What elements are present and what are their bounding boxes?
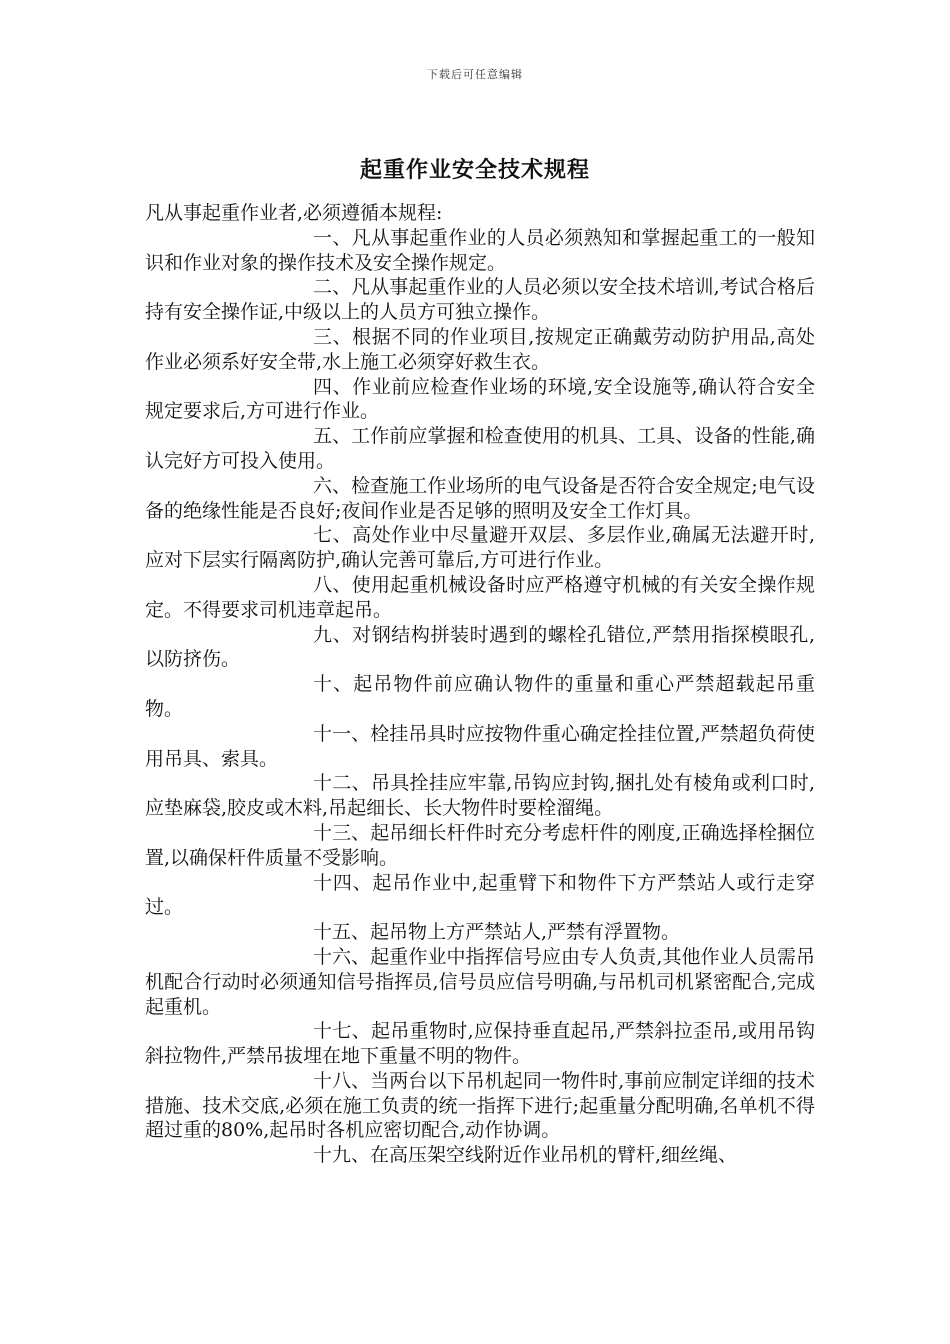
clause-paragraph: 九、对钢结构拼装时遇到的螺栓孔错位,严禁用指探模眼孔,以防挤伤。: [145, 623, 815, 671]
clause-paragraph: 七、高处作业中尽量避开双层、多层作业,确属无法避开时,应对下层实行隔离防护,确认完善可靠后,方可进行作业。: [145, 524, 815, 572]
clause-paragraph: 六、检查施工作业场所的电气设备是否符合安全规定;电气设备的绝缘性能是否良好;夜间作业是否足够的照明及安全工作灯具。: [145, 474, 815, 522]
clause-paragraph: 十二、吊具拴挂应牢靠,吊钩应封钩,捆扎处有棱角或利口时,应垫麻袋,胶皮或木料,吊起细长、长大物件时要栓溜绳。: [145, 772, 815, 820]
clause-paragraph: 一、凡从事起重作业的人员必须熟知和掌握起重工的一般知识和作业对象的操作技术及安全操作规定。: [145, 226, 815, 274]
clause-paragraph: 十五、起吊物上方严禁站人,严禁有浮置物。: [313, 921, 681, 944]
clause-paragraph: 十三、起吊细长杆件时充分考虑杆件的刚度,正确选择栓捆位置,以确保杆件质量不受影响。: [145, 821, 815, 869]
document-body: [145, 201, 815, 1168]
clause-paragraph: 二、凡从事起重作业的人员必须以安全技术培训,考试合格后持有安全操作证,中级以上的人员方可独立操作。: [145, 276, 815, 324]
document-title: 起重作业安全技术规程: [359, 157, 590, 183]
header-note: 下载后可任意编辑: [427, 68, 523, 81]
intro-paragraph: 凡从事起重作业者,必须遵循本规程:: [145, 202, 443, 224]
clause-paragraph: 十、起吊物件前应确认物件的重量和重心严禁超载起吊重物。: [145, 673, 815, 720]
clause-paragraph: 五、工作前应掌握和检查使用的机具、工具、设备的性能,确认完好方可投入使用。: [145, 425, 815, 472]
clause-paragraph: 十八、当两台以下吊机起同一物件时,事前应制定详细的技术措施、技术交底,必须在施工负责的统一指挥下进行;起重量分配明确,名单机不得超过重的80%,起吊时各机应密切配合,动作协调。: [145, 1069, 815, 1142]
clause-paragraph: 十一、栓挂吊具时应按物件重心确定拴挂位置,严禁超负荷使用吊具、索具。: [145, 722, 815, 770]
clause-paragraph: 十九、在高压架空线附近作业吊机的臂杆,细丝绳、: [313, 1144, 738, 1167]
clause-paragraph: 十六、起重作业中指挥信号应由专人负责,其他作业人员需吊机配合行动时必须通知信号指挥员,信号员应信号明确,与吊机司机紧密配合,完成起重机。: [145, 945, 815, 1018]
clause-paragraph: 八、使用起重机械设备时应严格遵守机械的有关安全操作规定。不得要求司机违章起吊。: [145, 573, 815, 621]
clause-paragraph: 十七、起吊重物时,应保持垂直起吊,严禁斜拉歪吊,或用吊钩斜拉物件,严禁吊拔埋在地下重量不明的物件。: [145, 1020, 815, 1068]
clause-paragraph: 三、根据不同的作业项目,按规定正确戴劳动防护用品,高处作业必须系好安全带,水上施工必须穿好救生衣。: [145, 325, 815, 373]
clause-paragraph: 十四、起吊作业中,起重臂下和物件下方严禁站人或行走穿过。: [145, 871, 815, 919]
clause-paragraph: 四、作业前应检查作业场的环境,安全设施等,确认符合安全规定要求后,方可进行作业。: [145, 375, 815, 423]
